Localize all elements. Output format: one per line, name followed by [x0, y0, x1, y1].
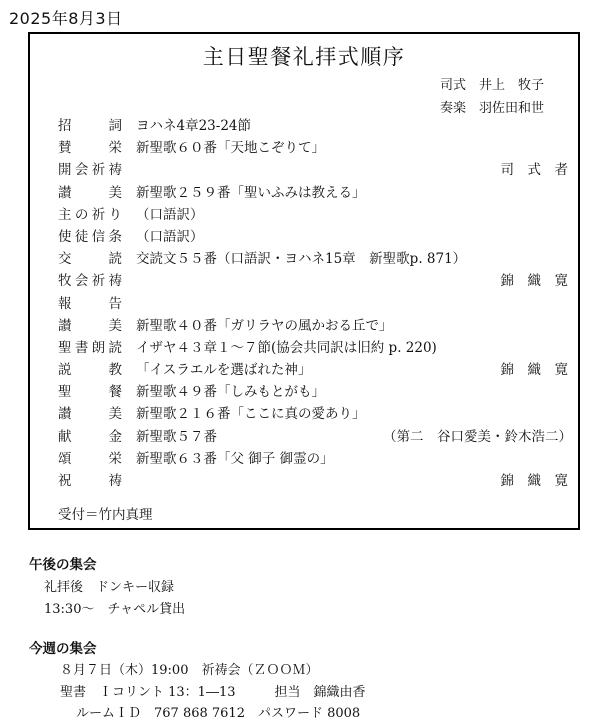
service-title: 主日聖餐礼拝式順序 [202, 45, 406, 69]
organist: 奏楽 羽佐田和世 [440, 101, 545, 116]
weekly-heading: 今週の集会 [29, 641, 97, 657]
weekly-line: ８月７日（木）19:00 祈祷会（ＺＯＯＭ） [60, 663, 319, 678]
service-item-label: 使徒信条 [58, 228, 122, 245]
officiant: 司式 井上 牧子 [440, 78, 545, 93]
service-item-label: 牧会祈祷 [58, 273, 122, 290]
service-item-text: （口語訳） [136, 228, 204, 245]
service-item-label: 讃美 [58, 317, 122, 334]
service-order-list [58, 114, 572, 491]
service-item-leader: 錦 織 寛 [500, 362, 568, 379]
service-item [58, 292, 568, 314]
bulletin-date: 2025年8月3日 [9, 9, 123, 28]
service-item [58, 314, 568, 336]
service-item [58, 203, 568, 225]
service-item-text: 新聖歌５７番 [136, 428, 217, 445]
afternoon-heading: 午後の集会 [29, 557, 97, 573]
service-item [58, 181, 568, 203]
service-item-label: 祝祷 [58, 473, 122, 489]
service-item-leader: 司 式 者 [500, 162, 568, 179]
service-item [58, 358, 568, 380]
service-item-label: 賛栄 [58, 140, 122, 157]
service-item-label: 招詞 [58, 118, 122, 134]
service-item [58, 447, 568, 469]
service-item-label: 主の祈り [58, 206, 122, 223]
service-item-text: （口語訳） [136, 206, 204, 223]
service-item-label: 頌栄 [58, 450, 122, 467]
service-item-text: 新聖歌２５９番「聖いふみは教える」 [136, 184, 366, 201]
service-item-text: イザヤ４３章１～７節(協会共同訳は旧約 p. 220) [136, 339, 437, 356]
service-item [58, 136, 568, 158]
afternoon-line: 13:30～ チャペル貸出 [44, 602, 186, 617]
service-item-leader: （第二 谷口愛美・鈴木浩二） [383, 428, 572, 445]
order-of-service-box [28, 32, 580, 530]
service-item [58, 114, 568, 136]
service-item-label: 聖書朗読 [58, 339, 122, 356]
service-item-text: 新聖歌４０番「ガリラヤの風かおる丘で」 [136, 317, 393, 334]
weekly-line: ルームＩＤ 767 868 7612 パスワード 8008 [76, 706, 361, 721]
service-item-label: 讃美 [58, 184, 122, 201]
weekly-line: 聖書 Ｉコリント 13：1―13 担当 錦織由香 [60, 685, 366, 700]
service-item-leader: 錦 織 寛 [500, 473, 568, 489]
service-item [58, 158, 568, 180]
service-item [58, 269, 568, 291]
service-item-label: 聖餐 [58, 384, 122, 401]
service-item-text: 新聖歌６３番「父 御子 御霊の」 [136, 450, 334, 467]
service-item [58, 380, 568, 402]
service-item-label: 献金 [58, 428, 122, 445]
service-item-text: 「イスラエルを選ばれた神」 [136, 362, 312, 379]
service-item [58, 469, 568, 491]
service-item [58, 336, 568, 358]
service-item-label: 開会祈祷 [58, 162, 122, 179]
service-item-text: 新聖歌２１６番「ここに真の愛あり」 [136, 406, 366, 423]
afternoon-line: 礼拝後 ドンキー収録 [44, 580, 175, 595]
service-item [58, 225, 568, 247]
service-item-text: 交読文５５番（口語訳・ヨハネ15章 新聖歌p. 871） [136, 251, 467, 268]
service-item-label: 説教 [58, 362, 122, 379]
reception: 受付＝竹内真理 [58, 507, 153, 523]
service-item-label: 交読 [58, 251, 122, 268]
service-item-text: 新聖歌６０番「天地こぞりて」 [136, 140, 325, 157]
service-item-label: 讃美 [58, 406, 122, 423]
service-item-leader: 錦 織 寛 [500, 273, 568, 290]
service-item [58, 402, 568, 424]
service-item [58, 247, 568, 269]
service-item-text: ヨハネ4章23-24節 [136, 118, 252, 134]
service-item-text: 新聖歌４９番「しみもとがも」 [136, 384, 325, 401]
service-item [58, 425, 572, 447]
service-item-label: 報告 [58, 295, 122, 312]
